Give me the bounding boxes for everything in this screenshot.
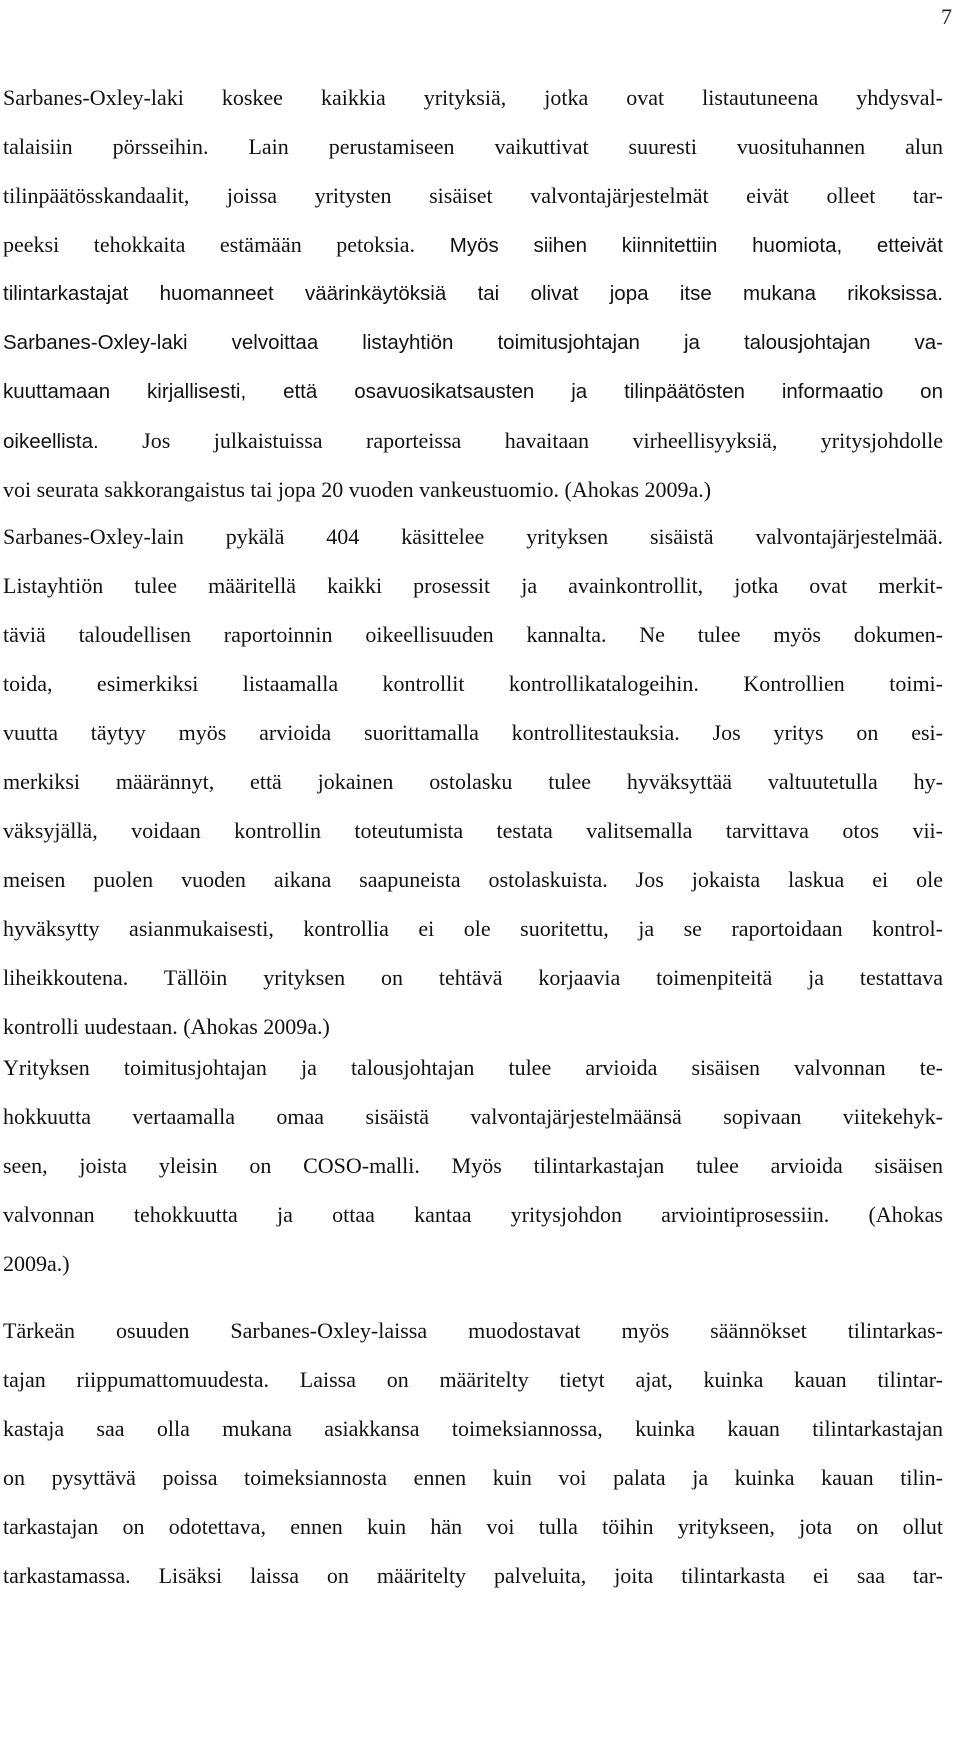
paragraph-1: [3, 73, 943, 514]
text-run: tilintarkastajat huomanneet väärinkäytöksiä tai olivat jopa itse mukana rikoksissa.: [3, 282, 943, 305]
text-run: kuuttamaan kirjallisesti, että osavuosikatsausten ja tilinpäätösten informaatio on: [3, 380, 943, 403]
text-line: [3, 855, 943, 904]
text-run: tarkastajan on odotettava, ennen kuin hän voi tulla töihin yritykseen, jota on ollut: [3, 1514, 943, 1539]
text-run: voi seurata sakkorangaistus tai jopa 20 vuoden vankeustuomio. (Ahokas 2009a.): [3, 477, 712, 502]
paragraph-2: [3, 512, 943, 1051]
text-run: meisen puolen vuoden aikana saapuneista ostolaskuista. Jos jokaista laskua ei ole: [3, 867, 943, 892]
text-line: [3, 1092, 943, 1141]
text-line: [3, 367, 943, 416]
text-run: väksyjällä, voidaan kontrollin toteutumista testata valitsemalla tarvittava otos vii-: [3, 818, 943, 843]
text-line: [3, 904, 943, 953]
paragraph-4: [3, 1306, 943, 1600]
text-line: [3, 171, 943, 220]
text-run: kontrolli uudestaan. (Ahokas 2009a.): [3, 1014, 330, 1039]
text-line: [3, 269, 943, 318]
text-line: [3, 318, 943, 367]
text-line: [3, 610, 943, 659]
text-line: [3, 561, 943, 610]
text-line: [3, 1502, 943, 1551]
page-number: 7: [941, 4, 952, 29]
text-run: talaisiin pörsseihin. Lain perustamiseen vaikuttivat suuresti vuosituhannen alun: [3, 134, 943, 159]
text-line: [3, 1190, 943, 1239]
text-run: Sarbanes-Oxley-lain pykälä 404 käsittelee yrityksen sisäistä valvontajärjestelmää.: [3, 524, 943, 549]
text-line: [3, 757, 943, 806]
text-line: [3, 1239, 943, 1288]
text-line: [3, 1306, 943, 1355]
text-run: liheikkoutena. Tällöin yrityksen on tehtävä korjaavia toimenpiteitä ja testattava: [3, 965, 943, 990]
text-run: Sarbanes-Oxley-laki velvoittaa listayhtiön toimitusjohtajan ja talousjohtajan va-: [3, 331, 943, 354]
text-run: merkiksi määrännyt, että jokainen ostolasku tulee hyväksyttää valtuutetulla hy-: [3, 769, 943, 794]
text-run: on pysyttävä poissa toimeksiannosta ennen kuin voi palata ja kuinka kauan tilin-: [3, 1465, 943, 1490]
text-run: tilinpäätösskandaalit, joissa yritysten sisäiset valvontajärjestelmät eivät olleet tar-: [3, 183, 943, 208]
text-line: [3, 1404, 943, 1453]
text-run: täviä taloudellisen raportoinnin oikeellisuuden kannalta. Ne tulee myös dokumen-: [3, 622, 943, 647]
text-line: [3, 122, 943, 171]
text-run: valvonnan tehokkuutta ja ottaa kantaa yritysjohdon arviointiprosessiin. (Ahokas: [3, 1202, 943, 1227]
text-line: [3, 416, 943, 465]
text-line: [3, 1453, 943, 1502]
text-line: [3, 1043, 943, 1092]
text-run: Jos julkaistuissa raporteissa havaitaan virheellisyyksiä, yritysjohdolle: [98, 428, 943, 453]
text-line: [3, 806, 943, 855]
text-line: [3, 953, 943, 1002]
text-run: Sarbanes-Oxley-laki koskee kaikkia yrityksiä, jotka ovat listautuneena yhdysval-: [3, 85, 943, 110]
text-run: tarkastamassa. Lisäksi laissa on määritelty palveluita, joita tilintarkasta ei saa tar-: [3, 1563, 943, 1588]
text-run: seen, joista yleisin on COSO-malli. Myös tilintarkastajan tulee arvioida sisäisen: [3, 1153, 943, 1178]
text-line: [3, 73, 943, 122]
text-line: [3, 465, 943, 514]
text-line: [3, 512, 943, 561]
text-run: Tärkeän osuuden Sarbanes-Oxley-laissa muodostavat myös säännökset tilintarkas-: [3, 1318, 943, 1343]
text-run: peeksi tehokkaita estämään petoksia.: [3, 232, 416, 257]
text-run: toida, esimerkiksi listaamalla kontrollit kontrollikatalogeihin. Kontrollien toimi-: [3, 671, 943, 696]
text-line: [3, 220, 943, 269]
text-run: Listayhtiön tulee määritellä kaikki prosessit ja avainkontrollit, jotka ovat merkit-: [3, 573, 943, 598]
paragraph-3: [3, 1043, 943, 1288]
text-run: 2009a.): [3, 1251, 70, 1276]
text-run: Myös siihen kiinnitettiin huomiota, etteivät: [415, 234, 943, 257]
text-run: hyväksytty asianmukaisesti, kontrollia ei ole suoritettu, ja se raportoidaan kontrol-: [3, 916, 943, 941]
text-line: [3, 1355, 943, 1404]
text-run: vuutta täytyy myös arvioida suorittamalla kontrollitestauksia. Jos yritys on esi-: [3, 720, 943, 745]
text-line: [3, 708, 943, 757]
text-run: kastaja saa olla mukana asiakkansa toimeksiannossa, kuinka kauan tilintarkastajan: [3, 1416, 943, 1441]
text-line: [3, 1141, 943, 1190]
text-run: hokkuutta vertaamalla omaa sisäistä valvontajärjestelmäänsä sopivaan viitekehyk-: [3, 1104, 943, 1129]
text-run: Yrityksen toimitusjohtajan ja talousjohtajan tulee arvioida sisäisen valvonnan te-: [3, 1055, 943, 1080]
text-line: [3, 659, 943, 708]
text-run: tajan riippumattomuudesta. Laissa on määritelty tietyt ajat, kuinka kauan tilintar-: [3, 1367, 943, 1392]
text-line: [3, 1551, 943, 1600]
text-run: oikeellista.: [3, 430, 99, 453]
